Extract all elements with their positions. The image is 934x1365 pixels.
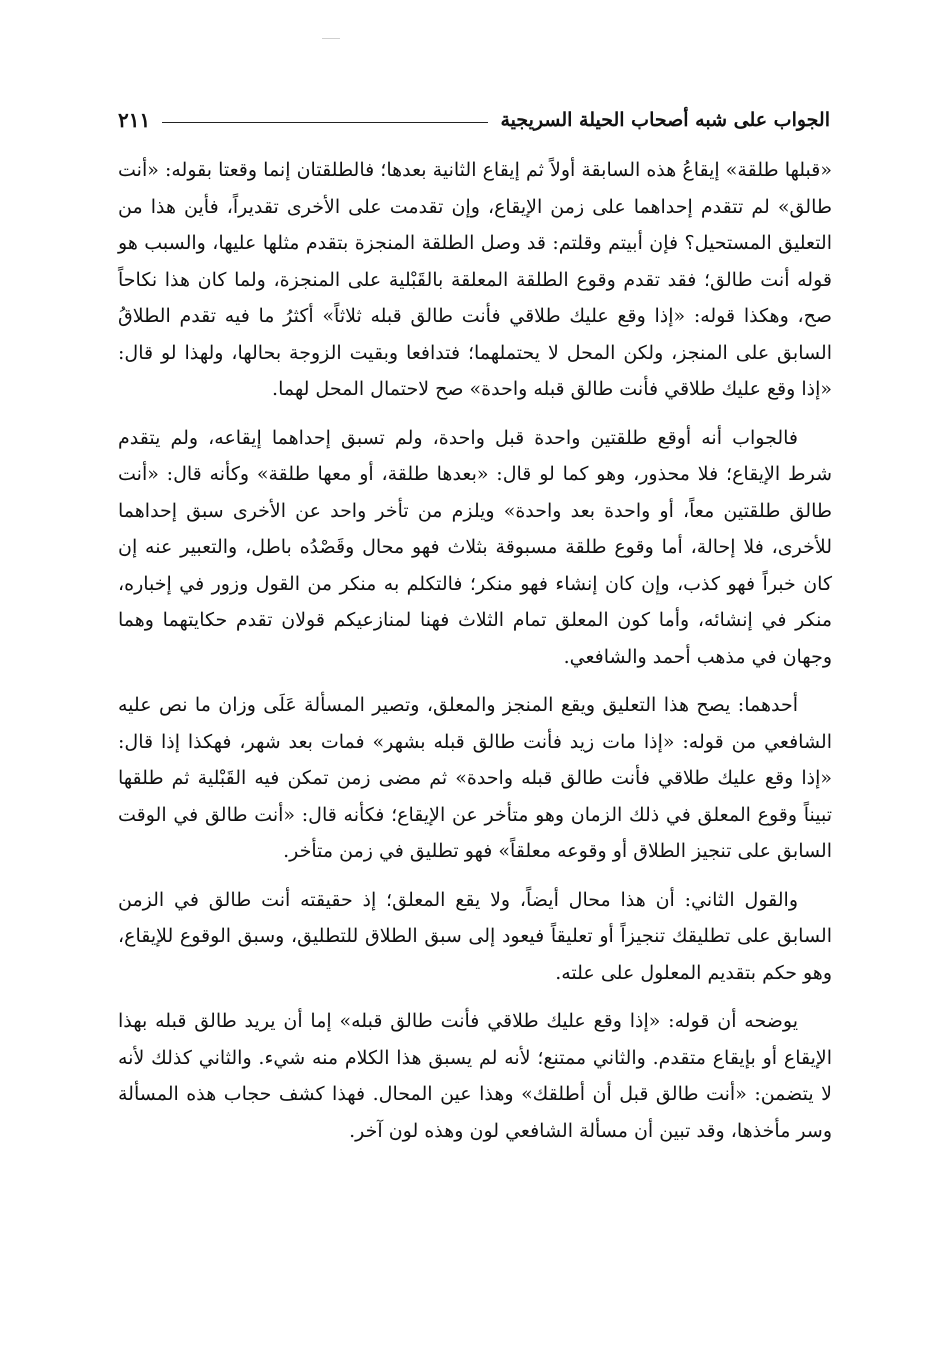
paragraph-3: أحدهما: يصح هذا التعليق ويقع المنجز والمعلق، وتصير المسألة عَلَى وزان ما نص عليه الشافعي من قوله: «إذا مات زيد فأنت طالق قبله بشهر» فمات بعد شهر، فهكذا إذا قال: «إذا وقع عليك طلاقي فأنت طالق قبله واحدة» ثم مضى زمن تمكن فيه القَبْلية ثم طلقها تبيناً وقوع المعلق في ذلك الزمان وهو متأخر عن الإيقاع؛ فكأنه قال: «أنت طالق في الوقت السابق على تنجيز الطلاق أو وقوعه معلقاً» فهو تطليق في زمن متأخر. [118,694,832,862]
page-header [118,100,830,140]
paragraph-4: والقول الثاني: أن هذا محال أيضاً، ولا يقع المعلق؛ إذ حقيقته أنت طالق في الزمن السابق على تطليقك تنجيزاً أو تعليقاً فيعود إلى سبق الطلاق للتطليق، وسبق الوقوع للإيقاع، وهو حكم بتقديم المعلول على علته. [118,888,832,984]
body-text [118,152,832,1161]
paragraph-1: «قبلها طلقة» إيقاعُ هذه السابقة أولاً ثم إيقاع الثانية بعدها؛ فالطلقتان إنما وقعتا بقوله: «أنت طالق» لم تتقدم إحداهما على زمن الإيقاع، وإن تقدمت على الأخرى تقديراً، فأين هذا من التعليق المستحيل؟ فإن أبيتم وقلتم: قد وصل الطلقة المنجزة بتقدم مثلها عليها، والسبب هو قوله أنت طالق؛ فقد تقدم وقوع الطلقة المعلقة بالقَبْلية على المنجزة، ولما كان هذا نكاحاً صح، وهكذا قوله: «إذا وقع عليك طلاقي فأنت طالق قبله ثلاثاً» أكثرُ ما فيه تقدم الطلاقُ السابق على المنجز، ولكن المحل لا يحتملهما؛ فتدافعا وبقيت الزوجة بحالها، ولهذا لو قال: «إذا وقع عليك طلاقي فأنت طالق قبله واحدة» صح لاحتمال المحل لهما. [118,159,832,400]
page-number: ٢١١ [118,108,151,132]
paragraph-5: يوضحه أن قوله: «إذا وقع عليك طلاقي فأنت طالق قبله» إما أن يريد طالق قبله بهذا الإيقاع أو بإيقاع متقدم. والثاني ممتنع؛ لأنه لم يسبق هذا الكلام منه شيء. والثاني كذلك لأنه لا يتضمن: «أنت طالق قبل أن أطلقك» وهذا عين المحال. فهذا كشف حجاب هذه المسألة وسر مأخذها، وقد تبين أن مسألة الشافعي لون وهذه لون آخر. [118,1010,832,1142]
header-rule [162,122,488,123]
scan-mark [322,38,340,39]
running-title: الجواب على شبه أصحاب الحيلة السريجية [500,109,830,131]
paragraph-2: فالجواب أنه أوقع طلقتين واحدة قبل واحدة، ولم تسبق إحداهما إيقاعه، ولم يتقدم شرط الإيقاع؛ فلا محذور، وهو كما لو قال: «بعدها طلقة، أو معها طلقة» وكأنه قال: «أنت طالق طلقتين معاً، أو واحدة بعد واحدة» ويلزم من تأخر واحد عن الأخرى سبق إحداهما للأخرى، فلا إحالة، أما وقوع طلقة مسبوقة بثلاث فهو محال وقَصْدُه باطل، والتعبير عنه إن كان خبراً فهو كذب، وإن كان إنشاء فهو منكر؛ فالتكلم به منكر من القول وزور في إخباره، منكر في إنشائه، وأما كون المعلق تمام الثلاث فهنا لمنازعيكم قولان تقدم حكايتهما وهما وجهان في مذهب أحمد والشافعي. [118,426,832,668]
